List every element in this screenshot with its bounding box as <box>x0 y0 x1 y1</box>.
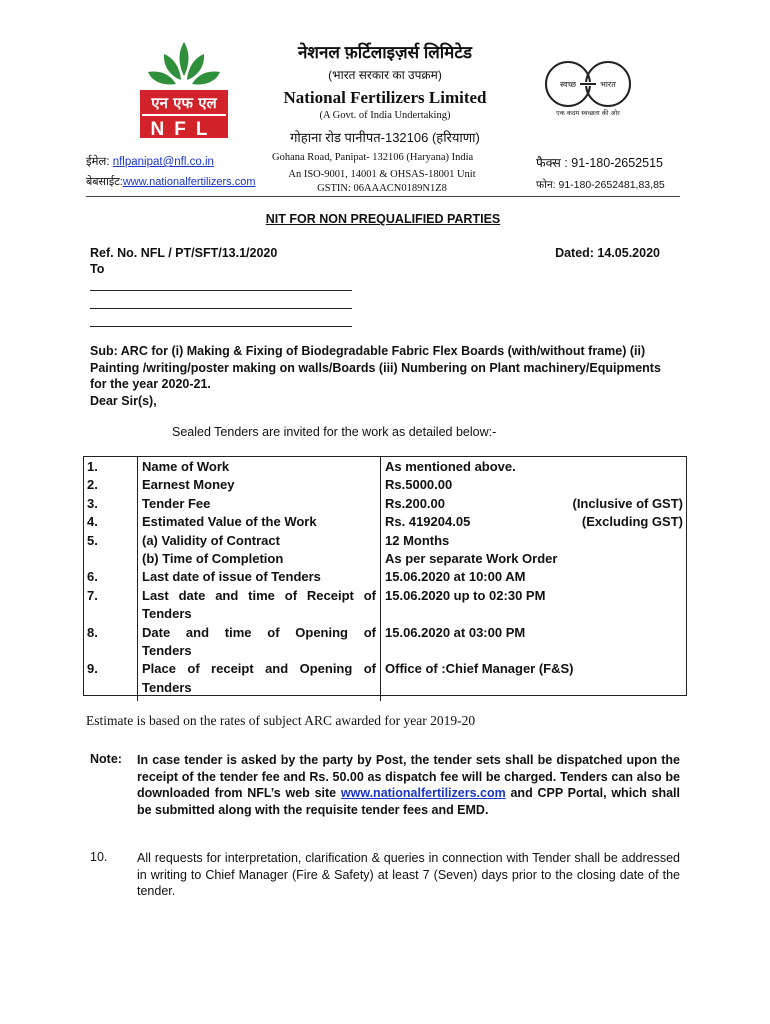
row-number: 2. <box>83 476 138 494</box>
row-label: Earnest Money <box>138 476 381 494</box>
table-row <box>83 495 687 513</box>
row-value-cell <box>381 495 688 513</box>
row-number: 3. <box>83 495 138 513</box>
row-label-cell <box>138 624 381 661</box>
table-row <box>83 568 687 586</box>
note-text <box>137 752 680 818</box>
row-number <box>83 550 138 568</box>
row-number: 7. <box>83 587 138 624</box>
row-number: 1. <box>83 456 138 476</box>
row-value: As per separate Work Order <box>385 551 558 567</box>
table-row <box>83 660 687 701</box>
emblem-left-text: स्वच्छ <box>559 80 577 89</box>
row-label-cont: Tenders <box>142 643 192 659</box>
website-link[interactable]: www.nationalfertilizers.com <box>122 176 256 188</box>
notice-date: Dated: 14.05.2020 <box>555 246 660 260</box>
notice-title: NIT FOR NON PREQUALIFIED PARTIES <box>265 212 501 226</box>
row-value: 15.06.2020 at 03:00 PM <box>385 624 526 640</box>
address-line-1: Gohana Road, Panipat- 132106 (Haryana) India <box>272 152 474 163</box>
addressee-line-1 <box>90 290 352 291</box>
row-value: 15.06.2020 up to 02:30 PM <box>385 587 546 603</box>
row-value: 15.06.2020 at 10:00 AM <box>385 569 526 585</box>
phone-label: फोन: <box>536 179 556 191</box>
row-value: As mentioned above. <box>385 459 516 474</box>
fax-line <box>536 154 663 171</box>
header-divider <box>86 196 680 197</box>
note-text-after: and CPP Portal, which shall be submitted along with the requisite tender fees and EMD. <box>137 786 680 817</box>
estimate-text: Estimate is based on the rates of subject ARC awarded for year 2019-20 <box>86 713 476 728</box>
row-number: 8. <box>83 624 138 661</box>
subject-block <box>90 343 680 409</box>
paragraph-number: 10. <box>90 850 108 864</box>
email-label: ईमेल: <box>86 156 110 168</box>
nfl-logo <box>130 38 238 142</box>
row-label-cell <box>138 660 381 701</box>
row-label: Place of receipt and Opening of <box>142 661 376 677</box>
row-value: Rs.5000.00 <box>385 477 453 493</box>
addressee-line-3 <box>90 326 352 327</box>
fax-label: फैक्स : <box>536 156 568 170</box>
phone-number: 91-180-2652481,83,85 <box>558 179 665 191</box>
row-value-note: (Excluding GST) <box>581 514 683 530</box>
phone-line <box>536 178 665 192</box>
fax-number: 91-180-2652515 <box>571 156 664 170</box>
row-value: 12 Months <box>385 532 450 548</box>
emblem-right-text: भारत <box>600 80 616 89</box>
leaves-icon <box>148 42 220 85</box>
address-hindi: गोहाना रोड पानीपत-132106 (हरियाणा) <box>290 130 480 145</box>
note-label: Note: <box>90 752 122 766</box>
row-label: Name of Work <box>138 456 381 476</box>
note-text-before: In case tender is asked by the party by Post, the tender sets shall be dispatched upon the receipt of the tender fee and Rs. 50.00 as dispatch fee will be charged. Tenders can also be downloaded from NFL’s web site <box>137 753 680 800</box>
reference-number: Ref. No. NFL / PT/SFT/13.1/2020 <box>90 246 278 260</box>
row-value: Rs. 419204.05 <box>385 514 471 530</box>
addressee-label: To <box>90 262 105 276</box>
website-label: बेबसाईट: <box>86 176 123 188</box>
table-row <box>83 587 687 624</box>
email-line <box>86 154 214 169</box>
table-row <box>83 456 687 476</box>
row-label: (b) Time of Completion <box>138 550 381 568</box>
row-label-cont: Tenders <box>142 679 192 695</box>
note-website-link[interactable]: www.nationalfertilizers.com <box>340 786 506 800</box>
logo-hindi-text: एन एफ एल <box>151 94 217 112</box>
intro-text: Sealed Tenders are invited for the work as detailed below:- <box>172 425 497 439</box>
address-line-3: GSTIN: 06AAACN0189N1Z8 <box>317 183 447 194</box>
company-sub: (A Govt. of India Undertaking) <box>319 110 451 121</box>
row-number: 9. <box>83 660 138 701</box>
table-row <box>83 532 687 550</box>
table-row <box>83 550 687 568</box>
row-label-cont: Tenders <box>142 606 192 622</box>
emblem-caption: एक कदम स्वच्छता की ओर <box>556 109 620 117</box>
row-label: Tender Fee <box>138 495 381 513</box>
table-row <box>83 476 687 494</box>
swachh-bharat-icon <box>528 58 648 118</box>
row-label-cell <box>138 587 381 624</box>
logo-english-text: NFL <box>150 119 218 140</box>
row-label: Date and time of Opening of <box>142 624 376 640</box>
salutation: Dear Sir(s), <box>90 393 157 408</box>
row-value-note: (Inclusive of GST) <box>572 495 683 511</box>
row-number: 6. <box>83 568 138 586</box>
row-number: 5. <box>83 532 138 550</box>
addressee-line-2 <box>90 308 352 309</box>
table-row <box>83 624 687 661</box>
email-link[interactable]: nflpanipat@nfl.co.in <box>112 156 214 168</box>
paragraph-text: All requests for interpretation, clarification & queries in connection with Tender shall be addressed in writing to Chief Manager (Fire & Safety) at least 7 (Seven) days prior to the closing date of the tender. <box>137 851 680 898</box>
row-number: 4. <box>83 513 138 531</box>
company-name: National Fertilizers Limited <box>283 88 487 107</box>
company-name-hindi: नेशनल फ़र्टिलाइज़र्स लिमिटेड <box>297 43 473 62</box>
company-sub-hindi: (भारत सरकार का उपक्रम) <box>328 68 442 82</box>
tender-details-table <box>83 456 687 701</box>
website-line <box>86 174 256 189</box>
subject-text: Sub: ARC for (i) Making & Fixing of Biodegradable Fabric Flex Boards (with/without frame) (ii) Painting /writing/poster making on walls/Boards (iii) Numbering on Plant machinery/Equipments for the year 2020-21. <box>90 344 661 391</box>
row-label: Last date of issue of Tenders <box>138 568 381 586</box>
row-value-cell <box>381 513 688 531</box>
row-value: Office of :Chief Manager (F&S) <box>385 661 574 677</box>
table-row <box>83 513 687 531</box>
row-label: Last date and time of Receipt of <box>142 587 376 603</box>
row-label: Estimated Value of the Work <box>138 513 381 531</box>
row-value: Rs.200.00 <box>385 495 445 511</box>
address-line-2: An ISO-9001, 14001 & OHSAS-18001 Unit <box>288 169 476 180</box>
row-label: (a) Validity of Contract <box>138 532 381 550</box>
